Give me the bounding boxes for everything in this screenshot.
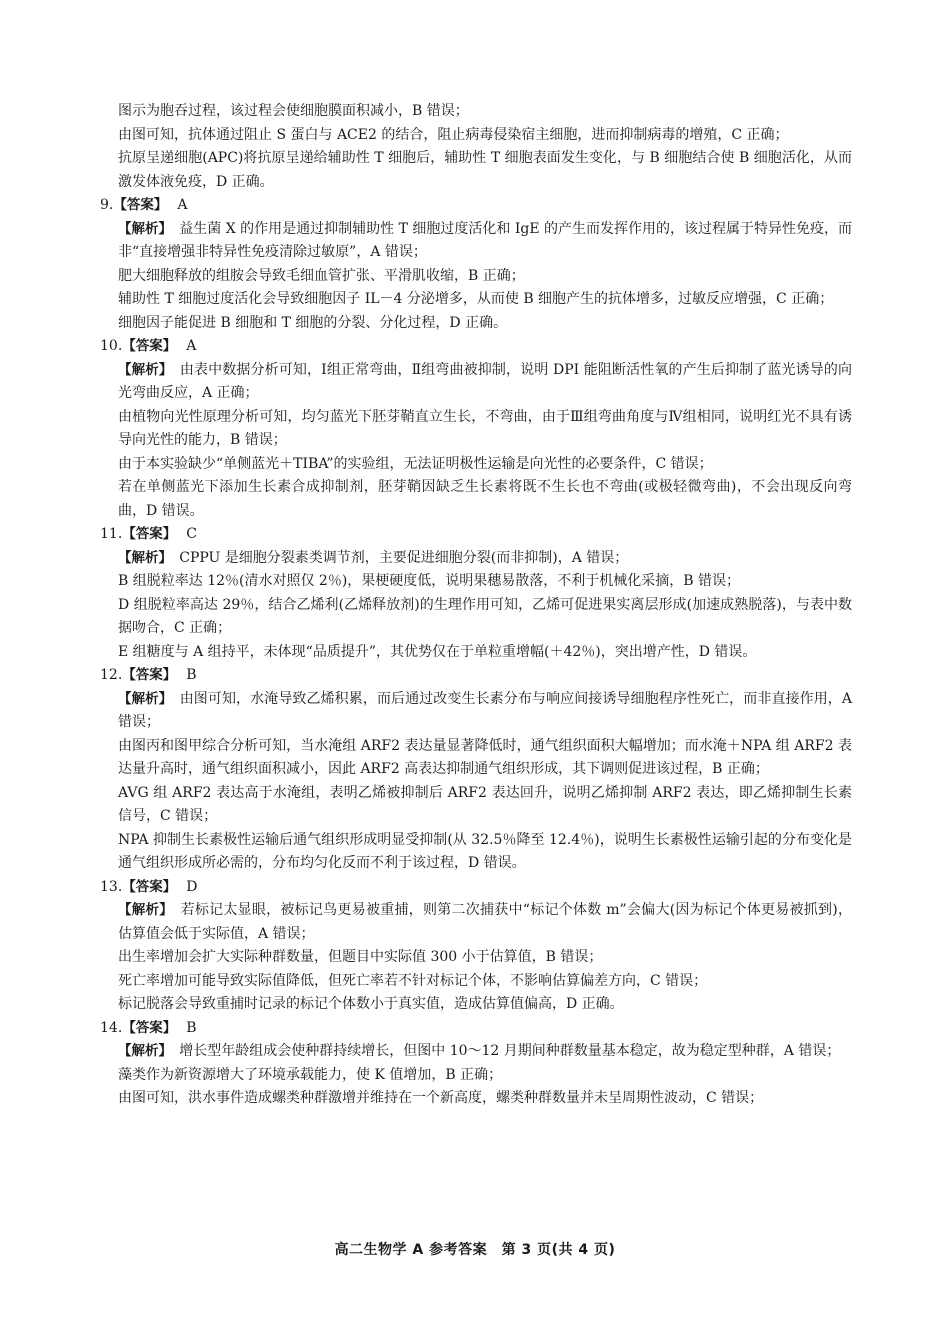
analysis-line: 若在单侧蓝光下添加生长素合成抑制剂，胚芽鞘因缺乏生长素将既不生长也不弯曲(或极轻微弯曲)，不会出现反向弯曲，D 错误。	[118, 479, 852, 519]
question-11	[100, 523, 852, 664]
analysis-line: D 组脱粒率高达 29％，结合乙烯利(乙烯释放剂)的生理作用可知，乙烯可促进果实离层形成(加速成熟脱落)，与表中数据吻合，C 正确；	[118, 596, 852, 636]
analysis-line: 出生率增加会扩大实际种群数量，但题目中实际值 300 小于估算值，B 错误；	[118, 949, 603, 965]
answer-row	[100, 194, 852, 218]
analysis-text: 由图可知，水淹导致乙烯积累，而后通过改变生长素分布与响应间接诱导细胞程序性死亡，而非直接作用，A 错误；	[118, 690, 853, 730]
analysis-line	[100, 899, 852, 946]
answer-value: A	[186, 338, 197, 354]
intro-line: 由图可知，抗体通过阻止 S 蛋白与 ACE2 的结合，阻止病毒侵染宿主细胞，进而抑制病毒的增殖，C 正确；	[118, 126, 789, 143]
analysis-line: 由图丙和图甲综合分析可知，当水淹组 ARF2 表达量显著降低时，通气组织面积大幅增加；而水淹＋NPA 组 ARF2 表达量升高时，通气组织面积减小，因此 ARF2 高表达抑制通气组织形成，其下调则促进该过程，B 正确；	[118, 737, 852, 777]
analysis-label: 【解析】	[118, 549, 166, 566]
answer-value: A	[177, 197, 188, 213]
question-13	[100, 876, 852, 1017]
answer-label: 【答案】	[122, 878, 177, 895]
analysis-label: 【解析】	[118, 1043, 166, 1059]
analysis-line: 标记脱落会导致重捕时记录的标记个体数小于真实值，造成估算值偏高，D 正确。	[118, 996, 624, 1012]
answer-value: D	[186, 878, 198, 895]
analysis-line: 辅助性 T 细胞过度活化会导致细胞因子 IL－4 分泌增多，从而使 B 细胞产生的抗体增多，过敏反应增强，C 正确；	[118, 291, 834, 307]
question-9	[100, 194, 852, 335]
question-number: 9.	[100, 197, 114, 213]
answer-content	[100, 100, 852, 1111]
analysis-text: 增长型年龄组成会使种群持续增长，但图中 10～12 月期间种群数量基本稳定，故为稳定型种群，A 错误；	[179, 1043, 841, 1059]
question-12	[100, 664, 852, 876]
answer-row	[100, 876, 852, 900]
answer-value: C	[186, 526, 197, 542]
analysis-line: E 组糖度与 A 组持平，未体现“品质提升”，其优势仅在于单粒重增幅(＋42％)，突出增产性，D 错误。	[118, 643, 757, 660]
question-number: 14.	[100, 1019, 123, 1036]
answer-label: 【答案】	[122, 667, 177, 683]
analysis-text: 由表中数据分析可知，Ⅰ组正常弯曲，Ⅱ组弯曲被抑制，说明 DPI 能阻断活性氧的产生后抑制了蓝光诱导的向光弯曲反应，A 正确；	[118, 361, 853, 401]
answer-label: 【答案】	[122, 1019, 177, 1036]
answer-row	[100, 335, 852, 359]
analysis-label: 【解析】	[118, 690, 166, 707]
answer-label: 【答案】	[122, 338, 177, 354]
analysis-line	[100, 359, 852, 406]
analysis-line: NPA 抑制生长素极性运输后通气组织形成明显受抑制(从 32.5％降至 12.4％)，说明生长素极性运输引起的分布变化是通气组织形成所必需的，分布均匀化反而不利于该过程，D 错误。	[118, 831, 852, 871]
intro-block	[100, 100, 852, 194]
question-number: 11.	[100, 526, 123, 542]
analysis-line	[100, 547, 852, 571]
question-number: 13.	[100, 878, 123, 895]
analysis-line: 由植物向光性原理分析可知，均匀蓝光下胚芽鞘直立生长，不弯曲，由于Ⅲ组弯曲角度与Ⅳ组相同，说明红光不具有诱导向光性的能力，B 错误；	[118, 408, 852, 448]
answer-row	[100, 664, 852, 688]
question-14	[100, 1017, 852, 1111]
analysis-label: 【解析】	[118, 361, 166, 378]
analysis-text: CPPU 是细胞分裂素类调节剂，主要促进细胞分裂(而非抑制)，A 错误；	[179, 549, 629, 566]
analysis-line: 藻类作为新资源增大了环境承载能力，使 K 值增加，B 正确；	[118, 1066, 503, 1083]
analysis-line: 死亡率增加可能导致实际值降低，但死亡率若不针对标记个体，不影响估算偏差方向，C 错误；	[118, 972, 708, 989]
analysis-line: 肥大细胞释放的组胺会导致毛细血管扩张、平滑肌收缩，B 正确；	[118, 267, 525, 284]
analysis-line: B 组脱粒率达 12％(清水对照仅 2％)，果梗硬度低，说明果穗易散落，不利于机械化采摘，B 错误；	[118, 573, 741, 589]
analysis-line	[100, 218, 852, 265]
question-10	[100, 335, 852, 523]
question-number: 10.	[100, 338, 123, 354]
page-footer: 高二生物学 A 参考答案 第 3 页(共 4 页)	[334, 1242, 616, 1258]
question-number: 12.	[100, 667, 123, 683]
analysis-line: 由于本实验缺少“单侧蓝光＋TIBA”的实验组，无法证明极性运输是向光性的必要条件，C 错误；	[118, 455, 713, 472]
analysis-line: 由图可知，洪水事件造成螺类种群激增并维持在一个新高度，螺类种群数量并未呈周期性波动，C 错误；	[118, 1090, 764, 1106]
analysis-text: 若标记太显眼，被标记鸟更易被重捕，则第二次捕获中“标记个体数 m”会偏大(因为标记个体更易被抓到)，估算值会低于实际值，A 错误；	[118, 902, 853, 942]
analysis-line: 细胞因子能促进 B 细胞和 T 细胞的分裂、分化过程，D 正确。	[118, 314, 508, 331]
analysis-line	[100, 1040, 852, 1064]
answer-value: B	[186, 1019, 197, 1036]
analysis-label: 【解析】	[118, 220, 166, 237]
answer-label: 【答案】	[122, 526, 177, 542]
analysis-text: 益生菌 X 的作用是通过抑制辅助性 T 细胞过度活化和 IgE 的产生而发挥作用的，该过程属于特异性免疫，而非“直接增强非特异性免疫清除过敏原”，A 错误；	[118, 220, 853, 260]
analysis-label: 【解析】	[118, 902, 167, 918]
answer-label: 【答案】	[113, 197, 168, 213]
answer-row	[100, 1017, 852, 1041]
analysis-line	[100, 688, 852, 735]
intro-line: 抗原呈递细胞(APC)将抗原呈递给辅助性 T 细胞后，辅助性 T 细胞表面发生变化，与 B 细胞结合使 B 细胞活化，从而激发体液免疫，D 正确。	[118, 150, 852, 190]
analysis-line: AVG 组 ARF2 表达高于水淹组，表明乙烯被抑制后 ARF2 表达回升，说明乙烯抑制 ARF2 表达，即乙烯抑制生长素信号，C 错误；	[118, 784, 852, 824]
intro-line: 图示为胞吞过程，该过程会使细胞膜面积减小，B 错误；	[118, 103, 469, 119]
answer-value: B	[186, 667, 197, 683]
answer-row	[100, 523, 852, 547]
